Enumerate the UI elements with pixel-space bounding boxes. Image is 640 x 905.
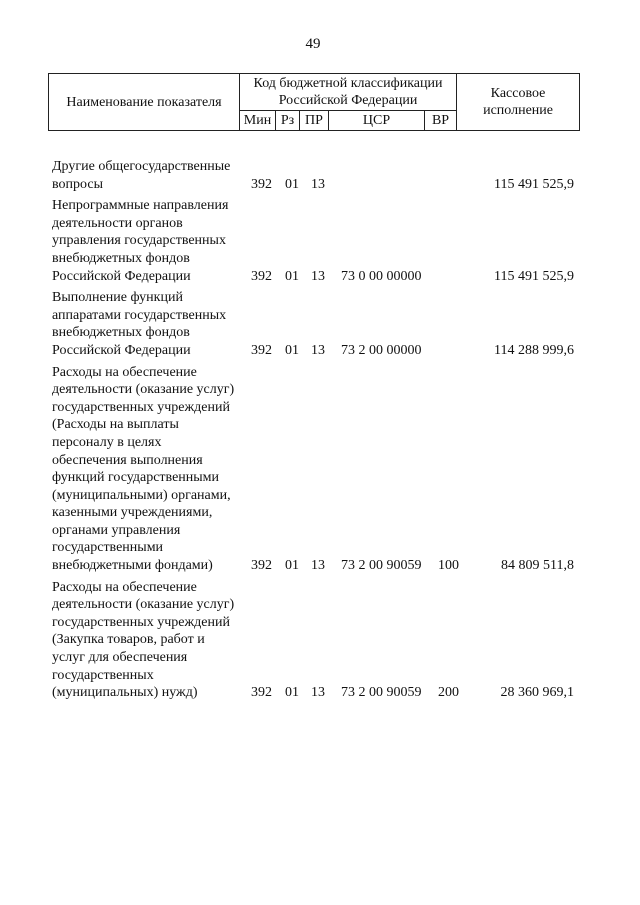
- row-pr: 13: [311, 558, 325, 574]
- row-name: Расходы на обеспечение деятельности (оказание услуг) государственных учреждений (Расходы на выплаты персоналу в целях обеспечения выполнения функций государственными (муниципальными) органами, казенными учреждениями, органами управления государственными внебюджетными фондами): [52, 364, 235, 574]
- row-amount: 114 288 999,6: [494, 342, 574, 358]
- table-row: [52, 158, 582, 193]
- row-pr: 13: [311, 685, 325, 701]
- table-row: [52, 579, 582, 702]
- header-code-group: Код бюджетной классификации Российской Федерации: [240, 74, 457, 111]
- row-rz: 01: [285, 685, 299, 701]
- row-name: Непрограммные направления деятельности органов управления государственных внебюджетных фондов Российской Федерации: [52, 198, 229, 284]
- row-pr: 13: [311, 176, 325, 192]
- row-min: 392: [251, 558, 272, 574]
- row-rz: 01: [285, 268, 299, 284]
- header-rz: Рз: [276, 111, 300, 131]
- header-vr: ВР: [425, 111, 457, 131]
- header-min: Мин: [240, 111, 276, 131]
- row-csr: 73 2 00 90059: [341, 685, 422, 701]
- row-name: Другие общегосударственные вопросы: [52, 159, 231, 192]
- budget-table-header: [48, 73, 580, 131]
- header-pr: ПР: [300, 111, 329, 131]
- row-amount: 28 360 969,1: [500, 685, 574, 701]
- row-pr: 13: [311, 268, 325, 284]
- table-body: [52, 158, 582, 702]
- table-row: [52, 289, 582, 359]
- header-csr: ЦСР: [329, 111, 425, 131]
- row-vr: 200: [438, 685, 459, 701]
- row-rz: 01: [285, 176, 299, 192]
- table-row: [52, 197, 582, 285]
- table-row: [52, 364, 582, 575]
- row-csr: 73 2 00 90059: [341, 558, 422, 574]
- row-amount: 115 491 525,9: [494, 176, 574, 192]
- row-pr: 13: [311, 342, 325, 358]
- row-rz: 01: [285, 558, 299, 574]
- row-min: 392: [251, 685, 272, 701]
- row-amount: 84 809 511,8: [501, 558, 574, 574]
- row-name: Расходы на обеспечение деятельности (оказание услуг) государственных учреждений (Закупка товаров, работ и услуг для обеспечения государственных (муниципальных) нужд): [52, 579, 235, 701]
- row-vr: 100: [438, 558, 459, 574]
- header-cash-column: Кассовое исполнение: [457, 74, 580, 131]
- row-csr: 73 2 00 00000: [341, 342, 422, 358]
- row-min: 392: [251, 342, 272, 358]
- row-amount: 115 491 525,9: [494, 268, 574, 284]
- row-rz: 01: [285, 342, 299, 358]
- row-csr: 73 0 00 00000: [341, 268, 422, 284]
- row-min: 392: [251, 176, 272, 192]
- row-name: Выполнение функций аппаратами государственных внебюджетных фондов Российской Федерации: [52, 290, 227, 358]
- page-number: 49: [305, 36, 321, 52]
- header-name-column: Наименование показателя: [49, 74, 240, 131]
- row-min: 392: [251, 268, 272, 284]
